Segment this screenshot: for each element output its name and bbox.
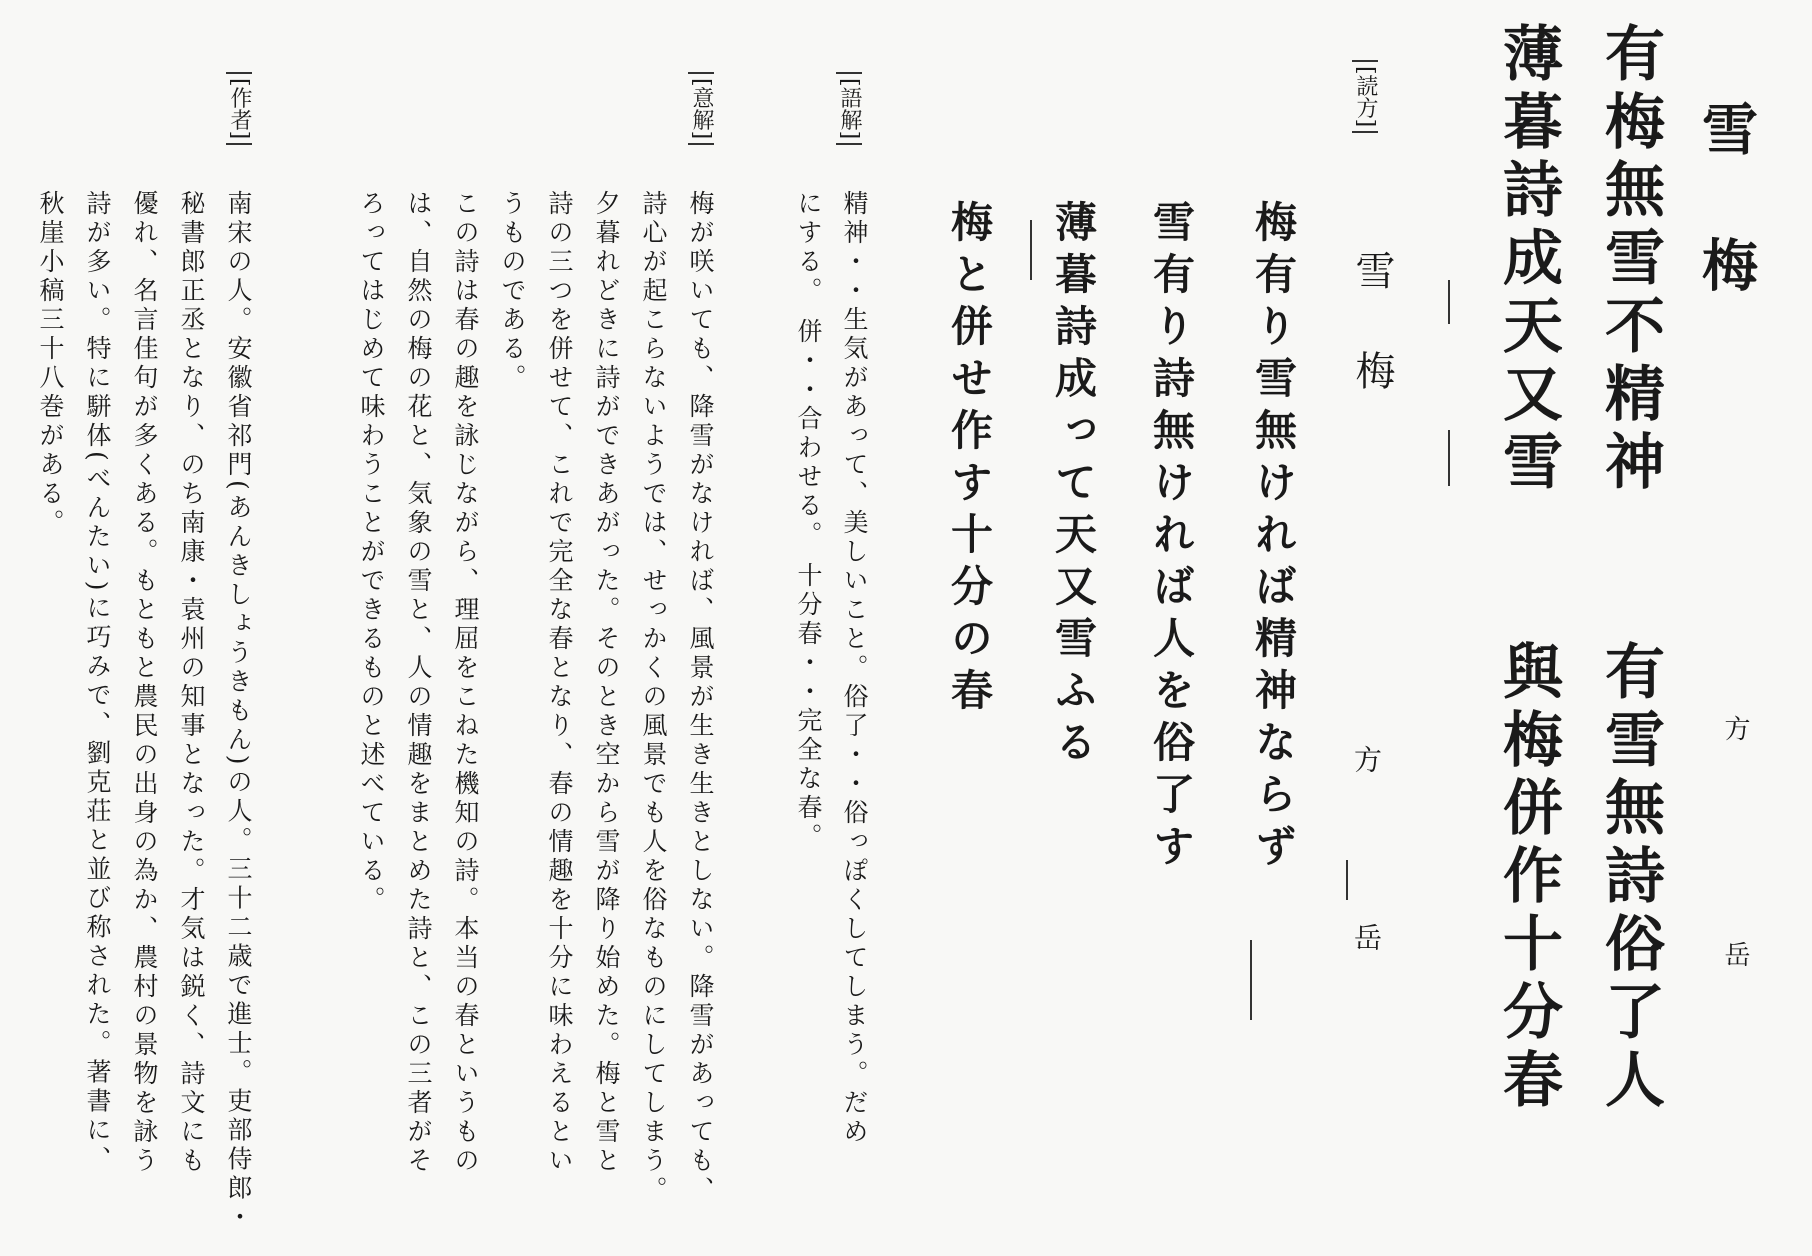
meaning-line-6: この詩は春の趣を詠じながら、理屈をこねた機知の詩。本当の春というもの	[451, 190, 480, 1176]
reading-rule	[1030, 220, 1032, 280]
reading-rule	[1346, 860, 1348, 900]
author-note-line-4: 詩が多い。特に駢体(べんたい)に巧みで、劉克荘と並び称された。著書に、	[83, 190, 112, 1175]
author-note-label: [作者]	[226, 72, 252, 145]
reading-rule	[1250, 940, 1252, 1020]
reading-title: 雪梅	[1349, 250, 1395, 450]
reading-author: 方岳	[1350, 745, 1383, 1101]
meaning-line-1: 梅が咲いても、降雪がなければ、風景が生き生きとしない。降雪があっても、	[686, 190, 715, 1205]
meaning-line-8: ろってはじめて味わうことができるものと述べている。	[357, 190, 386, 915]
meaning-line-2: 詩心が起こらないようでは、せっかくの風景でも人を俗なものにしてしまう。	[639, 190, 668, 1205]
reading-line-4: 梅と併せ作す十分の春	[945, 200, 994, 720]
glossary-line-1: 精神・・生気があって、美しいこと。俗了・・俗っぽくしてしまう。だめ	[840, 190, 869, 1147]
poem-line-2: 有雪無詩俗了人	[1595, 640, 1665, 1116]
poem-line-3: 薄暮詩成天又雪	[1493, 22, 1563, 498]
reading-line-1: 梅有り雪無ければ精神ならず	[1249, 200, 1298, 876]
poem-line-1: 有梅無雪不精神	[1595, 22, 1665, 498]
glossary-line-2: にする。 併・・合わせる。 十分春・・完全な春。	[794, 190, 823, 852]
author-note-line-5: 秋崖小稿三十八巻がある。	[36, 190, 65, 538]
poem-line-4: 與梅併作十分春	[1493, 640, 1563, 1116]
reading-rule	[1448, 280, 1450, 324]
reading-line-3: 薄暮詩成って天又雪ふる	[1049, 200, 1098, 772]
author-note-line-2: 秘書郎正丞となり、のち南康・袁州の知事となった。才気は鋭く、詩文にも	[177, 190, 206, 1176]
author-note-line-3: 優れ、名言佳句が多くある。もともと農民の出身の為か、農村の景物を詠う	[130, 190, 159, 1176]
glossary-label: [語解]	[836, 72, 862, 145]
reading-rule	[1448, 430, 1450, 486]
poem-author: 方岳	[1720, 715, 1750, 1167]
meaning-line-4: 詩の三つを併せて、これで完全な春となり、春の情趣を十分に味わえるとい	[545, 190, 574, 1176]
meaning-line-5: うものである。	[498, 190, 527, 393]
meaning-line-3: 夕暮れどきに詩ができあがった。そのとき空から雪が降り始めた。梅と雪と	[592, 190, 621, 1176]
reading-line-2: 雪有り詩無ければ人を俗了す	[1147, 200, 1196, 876]
reading-label: [読方]	[1352, 60, 1378, 133]
meaning-label: [意解]	[688, 72, 714, 145]
poem-title: 雪梅	[1693, 100, 1759, 372]
author-note-line-1: 南宋の人。安徽省祁門(あんきしょうきもん)の人。三十二歳で進士。吏部侍郎・	[224, 190, 253, 1233]
meaning-line-7: は、自然の梅の花と、気象の雪と、人の情趣をまとめた詩と、この三者がそ	[404, 190, 433, 1176]
